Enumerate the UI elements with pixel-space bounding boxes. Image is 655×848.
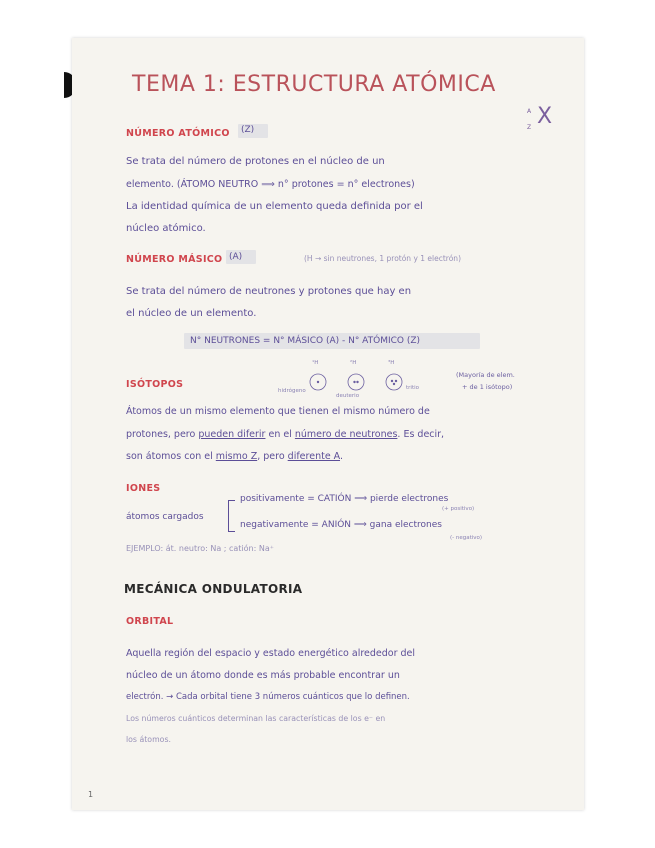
orbital-line-5: los átomos. (126, 735, 171, 744)
isotopos-line-3-e: . (340, 451, 344, 462)
heading-isotopos: ISÓTOPOS (126, 379, 184, 390)
corner-note-a: A (527, 108, 532, 115)
isotope-name-deuterio: deuterio (336, 393, 360, 399)
isotope-atoms-svg (308, 370, 408, 394)
symbol-a: (A) (229, 252, 243, 262)
heading-numero-masico: NÚMERO MÁSICO (126, 254, 223, 265)
numero-masico-line-2: el núcleo de un elemento. (126, 308, 257, 319)
orbital-line-1: Aquella región del espacio y estado energético alrededor del (126, 648, 416, 659)
iones-label: átomos cargados (126, 512, 204, 522)
corner-note-x: X (537, 104, 553, 129)
isotopos-pueden-diferir: pueden diferir (198, 429, 266, 440)
isotopos-diferente-a: diferente A (287, 451, 341, 462)
numero-masico-note: (H → sin neutrones, 1 protón y 1 electrón) (304, 254, 461, 263)
iones-brace (228, 500, 235, 532)
orbital-line-2: núcleo de un átomo donde es más probable encontrar un (126, 670, 400, 681)
orbital-line-3: electrón. → Cada orbital tiene 3 números cuánticos que lo definen. (126, 692, 410, 702)
formula-neutrones: N° NEUTRONES = N° MÁSICO (A) - N° ATÓMICO (Z) (190, 336, 421, 346)
isotopos-line-3 (126, 451, 343, 462)
corner-note-z: Z (527, 124, 532, 131)
isotopos-line-2-c: en el (265, 429, 295, 440)
isotope-label-h1: ¹H (312, 360, 319, 366)
isotopos-line-3-c: , pero (257, 451, 288, 462)
isotope-name-tritio: tritio (406, 385, 419, 391)
isotopos-line-3-a: son átomos con el (126, 451, 216, 462)
isotope-label-h2: ²H (350, 360, 357, 366)
heading-orbital: ORBITAL (126, 616, 174, 627)
iones-negative: negativamente = ANIÓN ⟹ gana electrones (240, 520, 442, 530)
numero-atomico-line-2: elemento. (ÁTOMO NEUTRO ⟹ n° protones = n° electrones) (126, 179, 415, 190)
heading-numero-atomico: NÚMERO ATÓMICO (126, 128, 230, 139)
orbital-line-4: Los números cuánticos determinan las características de los e⁻ en (126, 714, 386, 723)
atom-tritium-icon (386, 374, 402, 390)
iones-positive: positivamente = CATIÓN ⟹ pierde electrones (240, 494, 449, 504)
page-title: TEMA 1: ESTRUCTURA ATÓMICA (132, 72, 496, 97)
atom-hydrogen-icon (310, 374, 326, 390)
numero-masico-line-1: Se trata del número de neutrones y protones que hay en (126, 286, 412, 297)
iones-negative-sub: (- negativo) (450, 535, 483, 541)
iones-example: EJEMPLO: át. neutro: Na ; catión: Na⁺ (126, 544, 274, 553)
iones-positive-sub: (+ positivo) (442, 506, 475, 512)
notebook-page (72, 38, 584, 810)
isotopos-line-2-a: protones, pero (126, 429, 199, 440)
isotopos-line-2 (126, 429, 444, 440)
isotopos-note-2: + de 1 isótopo) (462, 383, 513, 391)
atom-deuterium-icon (348, 374, 364, 390)
numero-atomico-line-4: núcleo atómico. (126, 223, 206, 234)
isotopos-line-1: Átomos de un mismo elemento que tienen el mismo número de (126, 406, 430, 417)
heading-mecanica-ondulatoria: MECÁNICA ONDULATORIA (124, 582, 303, 596)
isotopos-mismo-z: mismo Z (215, 451, 258, 462)
isotope-label-h3: ³H (388, 360, 395, 366)
page-number: 1 (88, 790, 94, 799)
isotopos-line-2-e: . Es decir, (397, 429, 445, 440)
symbol-z: (Z) (241, 125, 255, 135)
isotopos-numero-neutrones: número de neutrones (294, 429, 398, 440)
numero-atomico-line-1: Se trata del número de protones en el núcleo de un (126, 156, 385, 167)
isotope-name-hidrogeno: hidrógeno (278, 388, 306, 394)
numero-atomico-line-3: La identidad química de un elemento queda definida por el (126, 201, 423, 212)
heading-iones: IONES (126, 483, 161, 494)
isotopos-note-1: (Mayoría de elem. (456, 371, 515, 379)
